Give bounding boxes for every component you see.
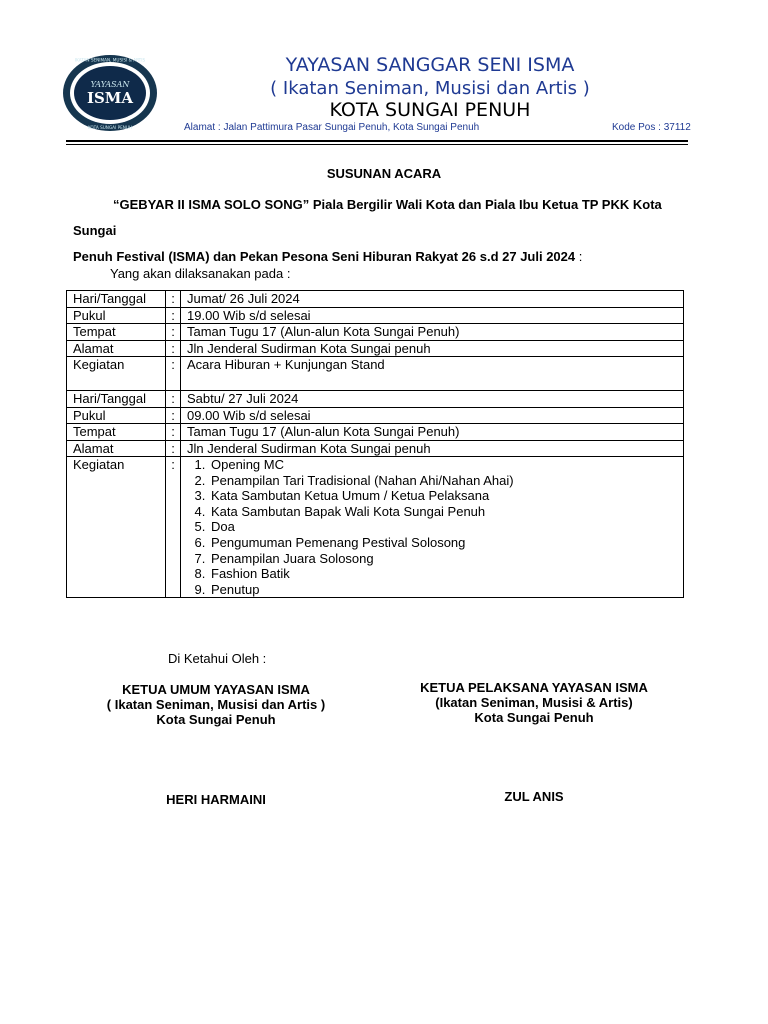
event-name: “GEBYAR II ISMA SOLO SONG”	[113, 197, 310, 212]
row-label: Pukul	[67, 407, 166, 424]
list-item: 1. Opening MC	[209, 457, 677, 473]
signer-org: ( Ikatan Seniman, Musisi dan Artis )	[106, 697, 326, 712]
row-colon: :	[166, 391, 181, 408]
row-value: 09.00 Wib s/d selesai	[181, 407, 684, 424]
header-divider	[66, 140, 688, 142]
row-label: Tempat	[67, 424, 166, 441]
signer-role: KETUA PELAKSANA YAYASAN ISMA	[420, 680, 648, 695]
row-colon: :	[166, 407, 181, 424]
row-label: Alamat	[67, 340, 166, 357]
row-label: Tempat	[67, 324, 166, 341]
list-item: 4. Kata Sambutan Bapak Wali Kota Sungai Penuh	[209, 504, 677, 520]
row-value: Jumat/ 26 Juli 2024	[181, 291, 684, 308]
isma-logo	[62, 54, 158, 132]
intro-colon: :	[575, 249, 583, 264]
row-value: Taman Tugu 17 (Alun-alun Kota Sungai Penuh)	[181, 324, 684, 341]
schedule-table	[66, 290, 684, 598]
list-item: 2. Penampilan Tari Tradisional (Nahan Ahi/Nahan Ahai)	[209, 473, 677, 489]
list-item: 7. Penampilan Juara Solosong	[209, 551, 677, 567]
row-colon: :	[166, 340, 181, 357]
logo-ring-bottom-text: KOTA SUNGAI PENUH	[87, 125, 133, 130]
intro-text-1: Piala Bergilir Wali Kota dan Piala Ibu Ketua TP PKK Kota Sungai	[73, 197, 662, 238]
signer-org: (Ikatan Seniman, Musisi & Artis)	[435, 695, 633, 710]
table-row	[67, 424, 684, 441]
row-colon: :	[166, 457, 181, 598]
row-colon: :	[166, 291, 181, 308]
list-item: 9. Penutup	[209, 582, 677, 598]
table-row	[67, 307, 684, 324]
signer-city: Kota Sungai Penuh	[474, 710, 594, 725]
signer-city: Kota Sungai Penuh	[156, 712, 276, 727]
row-label: Kegiatan	[67, 457, 166, 598]
org-address: Alamat : Jalan Pattimura Pasar Sungai Penuh, Kota Sungai Penuh	[184, 122, 480, 133]
org-city: KOTA SUNGAI PENUH	[329, 99, 531, 121]
signer-name-right: ZUL ANIS	[504, 789, 564, 804]
table-row	[67, 324, 684, 341]
row-label: Alamat	[67, 440, 166, 457]
intro-paragraph	[73, 192, 703, 270]
row-value: 19.00 Wib s/d selesai	[181, 307, 684, 324]
activities-cell	[181, 457, 684, 598]
table-row	[67, 357, 684, 391]
org-title: YAYASAN SANGGAR SENI ISMA	[285, 54, 575, 76]
signer-role: KETUA UMUM YAYASAN ISMA	[122, 682, 310, 697]
table-row	[67, 391, 684, 408]
row-colon: :	[166, 307, 181, 324]
lead-text: Yang akan dilaksanakan pada :	[110, 266, 291, 281]
list-item: 6. Pengumuman Pemenang Pestival Solosong	[209, 535, 677, 551]
row-value: Acara Hiburan + Kunjungan Stand	[181, 357, 684, 391]
row-colon: :	[166, 440, 181, 457]
org-subtitle: ( Ikatan Seniman, Musisi dan Artis )	[270, 78, 590, 99]
table-row	[67, 440, 684, 457]
logo-isma-text: ISMA	[86, 89, 134, 107]
signature-block-left	[96, 682, 336, 727]
signature-block-right	[404, 680, 664, 725]
row-value: Jln Jenderal Sudirman Kota Sungai penuh	[181, 340, 684, 357]
row-label: Pukul	[67, 307, 166, 324]
postal-code: Kode Pos : 37112	[612, 122, 691, 133]
row-value: Taman Tugu 17 (Alun-alun Kota Sungai Penuh)	[181, 424, 684, 441]
logo-ring-text: IKATAN SENIMAN, MUSISI & ARTIS	[74, 57, 146, 63]
known-by-label: Di Ketahui Oleh :	[168, 651, 267, 666]
row-colon: :	[166, 357, 181, 391]
document-title: SUSUNAN ACARA	[326, 166, 442, 181]
row-value: Sabtu/ 27 Juli 2024	[181, 391, 684, 408]
table-row	[67, 340, 684, 357]
row-label: Hari/Tanggal	[67, 291, 166, 308]
header-divider-thin	[66, 144, 688, 145]
row-colon: :	[166, 424, 181, 441]
logo-yayasan-text: YAYASAN	[90, 80, 130, 89]
row-colon: :	[166, 324, 181, 341]
intro-text-2: Penuh Festival (ISMA) dan Pekan Pesona Seni Hiburan Rakyat 26 s.d 27 Juli 2024	[73, 249, 576, 264]
table-row	[67, 291, 684, 308]
table-row	[67, 407, 684, 424]
row-label: Hari/Tanggal	[67, 391, 166, 408]
activity-list	[187, 457, 677, 597]
signer-name-left: HERI HARMAINI	[166, 792, 266, 807]
table-row	[67, 457, 684, 598]
row-value: Jln Jenderal Sudirman Kota Sungai penuh	[181, 440, 684, 457]
list-item: 3. Kata Sambutan Ketua Umum / Ketua Pelaksana	[209, 488, 677, 504]
list-item: 8. Fashion Batik	[209, 566, 677, 582]
row-label: Kegiatan	[67, 357, 166, 391]
list-item: 5. Doa	[209, 519, 677, 535]
